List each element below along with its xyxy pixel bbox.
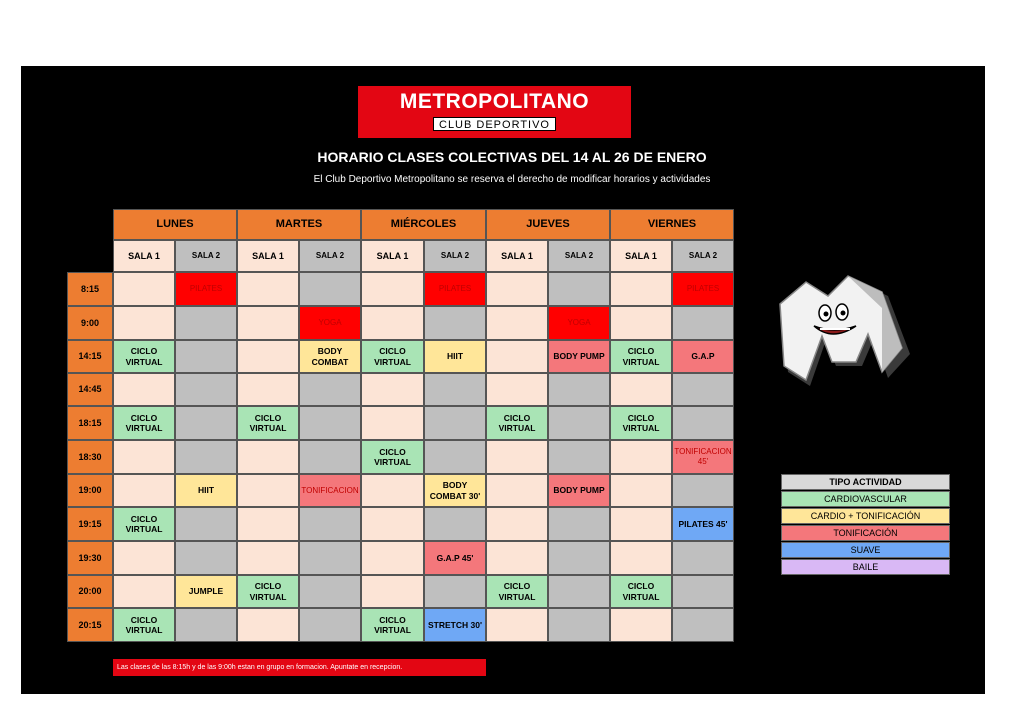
- empty-slot: [299, 575, 361, 608]
- empty-slot: [113, 474, 175, 507]
- empty-slot: [548, 272, 610, 306]
- time-slot: 19:00: [67, 474, 113, 507]
- legend-item: CARDIO + TONIFICACIÓN: [781, 508, 950, 524]
- class-cell: CICLO VIRTUAL: [113, 507, 175, 541]
- empty-slot: [672, 474, 734, 507]
- empty-slot: [237, 306, 299, 340]
- empty-slot: [424, 306, 486, 340]
- empty-slot: [610, 474, 672, 507]
- empty-slot: [237, 507, 299, 541]
- empty-slot: [486, 541, 548, 575]
- empty-slot: [672, 575, 734, 608]
- day-header: MIÉRCOLES: [361, 209, 486, 240]
- room-header: SALA 1: [113, 240, 175, 272]
- empty-slot: [237, 440, 299, 474]
- empty-slot: [175, 608, 237, 642]
- empty-slot: [175, 507, 237, 541]
- class-cell: CICLO VIRTUAL: [486, 575, 548, 608]
- empty-slot: [548, 373, 610, 406]
- empty-slot: [361, 272, 424, 306]
- empty-slot: [175, 306, 237, 340]
- empty-slot: [672, 306, 734, 340]
- time-slot: 20:00: [67, 575, 113, 608]
- class-cell: CICLO VIRTUAL: [361, 440, 424, 474]
- class-cell: CICLO VIRTUAL: [113, 340, 175, 373]
- room-header: SALA 1: [610, 240, 672, 272]
- legend-item: CARDIOVASCULAR: [781, 491, 950, 507]
- class-cell: CICLO VIRTUAL: [237, 406, 299, 440]
- class-cell: BODY COMBAT 30': [424, 474, 486, 507]
- class-cell: CICLO VIRTUAL: [361, 340, 424, 373]
- empty-slot: [361, 474, 424, 507]
- empty-slot: [424, 575, 486, 608]
- empty-slot: [486, 440, 548, 474]
- empty-slot: [672, 608, 734, 642]
- empty-slot: [299, 406, 361, 440]
- empty-slot: [237, 373, 299, 406]
- empty-slot: [175, 373, 237, 406]
- time-slot: 9:00: [67, 306, 113, 340]
- time-slot: 19:30: [67, 541, 113, 575]
- room-header: SALA 2: [175, 240, 237, 272]
- class-cell: TONIFICACION 45': [672, 440, 734, 474]
- class-cell: G.A.P: [672, 340, 734, 373]
- empty-slot: [424, 440, 486, 474]
- class-cell: BODY COMBAT: [299, 340, 361, 373]
- class-cell: HIIT: [175, 474, 237, 507]
- empty-slot: [299, 608, 361, 642]
- logo-title: METROPOLITANO: [399, 90, 590, 113]
- page-subtitle: El Club Deportivo Metropolitano se reserva el derecho de modificar horarios y actividades: [313, 174, 711, 185]
- empty-slot: [548, 541, 610, 575]
- room-header: SALA 1: [486, 240, 548, 272]
- class-cell: HIIT: [424, 340, 486, 373]
- empty-slot: [113, 541, 175, 575]
- legend-item: BAILE: [781, 559, 950, 575]
- empty-slot: [237, 474, 299, 507]
- club-logo: [358, 86, 631, 138]
- class-cell: BODY PUMP: [548, 340, 610, 373]
- class-cell: PILATES 45': [672, 507, 734, 541]
- logo-subtitle: CLUB DEPORTIVO: [433, 117, 556, 131]
- empty-slot: [424, 406, 486, 440]
- class-cell: PILATES: [175, 272, 237, 306]
- empty-slot: [610, 541, 672, 575]
- empty-slot: [672, 373, 734, 406]
- empty-slot: [424, 373, 486, 406]
- legend-item: TONIFICACIÓN: [781, 525, 950, 541]
- empty-slot: [610, 272, 672, 306]
- empty-slot: [672, 541, 734, 575]
- class-cell: BODY PUMP: [548, 474, 610, 507]
- empty-slot: [299, 440, 361, 474]
- room-header: SALA 1: [237, 240, 299, 272]
- class-cell: CICLO VIRTUAL: [610, 575, 672, 608]
- empty-slot: [175, 406, 237, 440]
- empty-slot: [361, 406, 424, 440]
- time-slot: 14:15: [67, 340, 113, 373]
- class-cell: STRETCH 30': [424, 608, 486, 642]
- class-cell: CICLO VIRTUAL: [113, 608, 175, 642]
- day-header: VIERNES: [610, 209, 734, 240]
- room-header: SALA 2: [672, 240, 734, 272]
- empty-slot: [237, 272, 299, 306]
- class-cell: CICLO VIRTUAL: [610, 340, 672, 373]
- class-cell: CICLO VIRTUAL: [113, 406, 175, 440]
- empty-slot: [486, 373, 548, 406]
- class-cell: CICLO VIRTUAL: [610, 406, 672, 440]
- class-cell: YOGA: [299, 306, 361, 340]
- day-header: LUNES: [113, 209, 237, 240]
- empty-slot: [486, 608, 548, 642]
- class-cell: CICLO VIRTUAL: [361, 608, 424, 642]
- empty-slot: [113, 373, 175, 406]
- empty-slot: [113, 440, 175, 474]
- empty-slot: [361, 306, 424, 340]
- empty-slot: [299, 507, 361, 541]
- time-slot: 18:30: [67, 440, 113, 474]
- class-cell: JUMPLE: [175, 575, 237, 608]
- empty-slot: [610, 440, 672, 474]
- empty-slot: [361, 507, 424, 541]
- empty-slot: [237, 541, 299, 575]
- empty-slot: [361, 373, 424, 406]
- time-slot: 20:15: [67, 608, 113, 642]
- empty-slot: [299, 541, 361, 575]
- empty-slot: [486, 474, 548, 507]
- empty-slot: [610, 608, 672, 642]
- time-slot: 18:15: [67, 406, 113, 440]
- footer-note: Las clases de las 8:15h y de las 9:00h estan en grupo en formacion. Apuntate en recepcion.: [113, 659, 486, 676]
- empty-slot: [113, 306, 175, 340]
- mascot-m-logo: [770, 268, 920, 392]
- empty-slot: [175, 541, 237, 575]
- empty-slot: [424, 507, 486, 541]
- empty-slot: [361, 541, 424, 575]
- empty-slot: [672, 406, 734, 440]
- class-cell: PILATES: [424, 272, 486, 306]
- empty-slot: [175, 340, 237, 373]
- empty-slot: [548, 575, 610, 608]
- legend-item: SUAVE: [781, 542, 950, 558]
- class-cell: CICLO VIRTUAL: [486, 406, 548, 440]
- class-cell: PILATES: [672, 272, 734, 306]
- time-slot: 8:15: [67, 272, 113, 306]
- empty-slot: [486, 306, 548, 340]
- empty-slot: [299, 272, 361, 306]
- empty-slot: [299, 373, 361, 406]
- empty-slot: [361, 575, 424, 608]
- room-header: SALA 1: [361, 240, 424, 272]
- empty-slot: [113, 575, 175, 608]
- time-slot: 14:45: [67, 373, 113, 406]
- empty-slot: [175, 440, 237, 474]
- page-title: HORARIO CLASES COLECTIVAS DEL 14 AL 26 DE ENERO: [317, 149, 707, 165]
- empty-slot: [486, 507, 548, 541]
- room-header: SALA 2: [299, 240, 361, 272]
- empty-slot: [486, 272, 548, 306]
- room-header: SALA 2: [424, 240, 486, 272]
- empty-slot: [237, 608, 299, 642]
- empty-slot: [237, 340, 299, 373]
- empty-slot: [548, 406, 610, 440]
- time-slot: 19:15: [67, 507, 113, 541]
- empty-slot: [610, 507, 672, 541]
- room-header: SALA 2: [548, 240, 610, 272]
- day-header: JUEVES: [486, 209, 610, 240]
- empty-slot: [486, 340, 548, 373]
- empty-slot: [610, 373, 672, 406]
- empty-slot: [548, 507, 610, 541]
- day-header: MARTES: [237, 209, 361, 240]
- legend-title: TIPO ACTIVIDAD: [781, 474, 950, 490]
- empty-slot: [113, 272, 175, 306]
- empty-slot: [548, 608, 610, 642]
- empty-slot: [610, 306, 672, 340]
- class-cell: CICLO VIRTUAL: [237, 575, 299, 608]
- class-cell: YOGA: [548, 306, 610, 340]
- class-cell: G.A.P 45': [424, 541, 486, 575]
- empty-slot: [548, 440, 610, 474]
- class-cell: TONIFICACION: [299, 474, 361, 507]
